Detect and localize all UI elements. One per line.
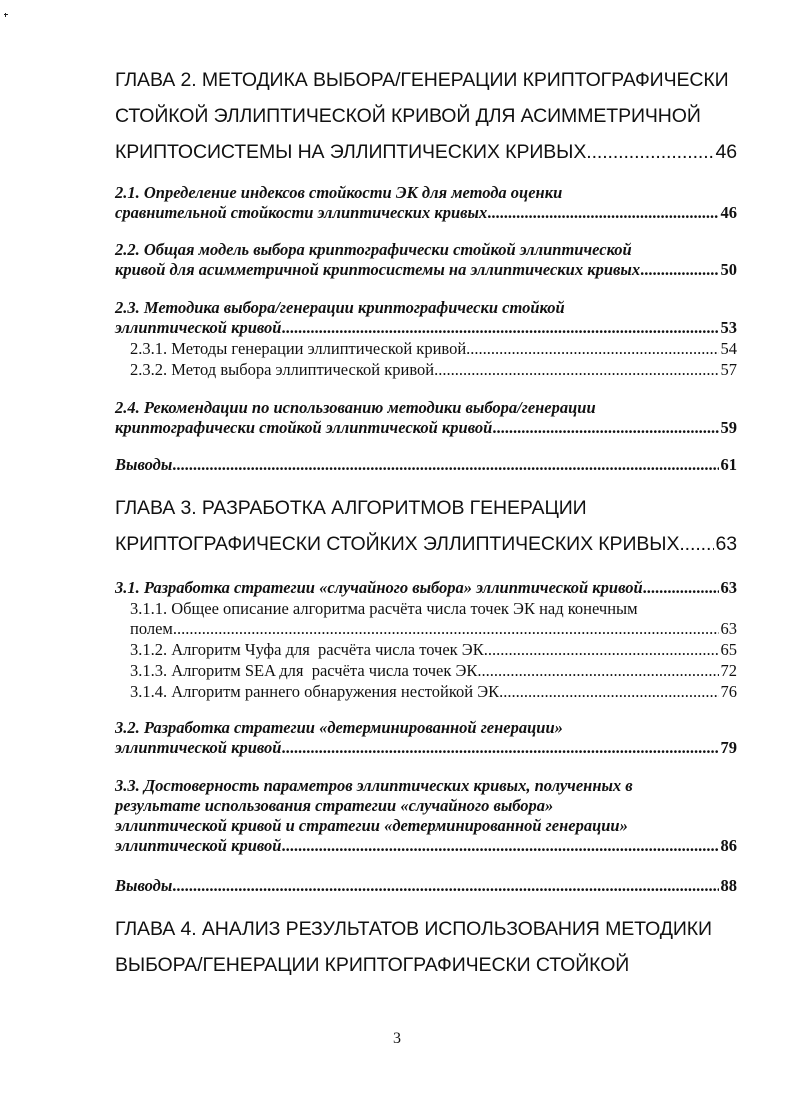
- section-3-2-page: 79: [720, 738, 737, 757]
- dot-leader: [499, 682, 718, 702]
- subsection-3-1-1-text: полем: [130, 619, 173, 638]
- chapter-2-page: 46: [715, 141, 737, 163]
- dot-leader: [679, 526, 713, 562]
- conclusions-2-page: 61: [720, 455, 737, 474]
- toc-subsection-2-3-1: [130, 339, 737, 359]
- subsection-3-1-3-page: 72: [720, 661, 737, 680]
- section-3-3-page: 86: [720, 836, 737, 855]
- toc-section-2-4: [115, 398, 737, 438]
- section-2-4-line-1: 2.4. Рекомендации по использованию методики выбора/генерации: [115, 398, 596, 417]
- toc-section-3-2: [115, 718, 737, 758]
- section-3-1-text: 3.1. Разработка стратегии «случайного выбора» эллиптической кривой: [115, 578, 643, 597]
- section-3-2-line-1: 3.2. Разработка стратегии «детерминированной генерации»: [115, 718, 563, 737]
- section-2-3-line-1: 2.3. Методика выбора/генерации криптографически стойкой: [115, 298, 565, 317]
- section-2-1-line-1: 2.1. Определение индексов стойкости ЭК для метода оценки: [115, 183, 563, 202]
- section-3-3-text: эллиптической кривой: [115, 836, 282, 855]
- subsection-3-1-4-page: 76: [720, 682, 737, 701]
- conclusions-2-line: [115, 455, 737, 475]
- dot-leader: [477, 661, 718, 681]
- chapter-3-title-line-2: [115, 526, 737, 562]
- chapter-2-title-text: КРИПТОСИСТЕМЫ НА ЭЛЛИПТИЧЕСКИХ КРИВЫХ: [115, 141, 587, 163]
- toc-subsection-3-1-2: [130, 640, 737, 660]
- section-2-2-line-1: 2.2. Общая модель выбора криптографически стойкой эллиптической: [115, 240, 632, 259]
- section-2-1-line-2: [115, 203, 737, 223]
- chapter-3-title-text: КРИПТОГРАФИЧЕСКИ СТОЙКИХ ЭЛЛИПТИЧЕСКИХ КРИВЫХ: [115, 533, 680, 555]
- dot-leader: [172, 876, 718, 896]
- section-3-3-line-2: результате использования стратегии «случайного выбора»: [115, 796, 554, 815]
- toc-subsection-3-1-3: [130, 661, 737, 681]
- dot-leader: [487, 203, 718, 223]
- dot-leader: [173, 619, 719, 639]
- toc-section-3-3: [115, 776, 737, 856]
- section-2-4-page: 59: [720, 418, 737, 437]
- section-2-2-page: 50: [720, 260, 737, 279]
- conclusions-3-text: Выводы: [115, 876, 173, 895]
- chapter-4-title-line-2: ВЫБОРА/ГЕНЕРАЦИИ КРИПТОГРАФИЧЕСКИ СТОЙКОЙ: [115, 954, 630, 976]
- subsection-3-1-2-page: 65: [720, 640, 737, 659]
- toc-subsection-2-3-2: [130, 360, 737, 380]
- section-2-3-text: эллиптической кривой: [115, 318, 282, 337]
- section-2-4-text: криптографически стойкой эллиптической кривой: [115, 418, 493, 437]
- toc-section-2-2: [115, 240, 737, 280]
- dot-leader: [492, 418, 718, 438]
- section-2-1-page: 46: [720, 203, 737, 222]
- section-2-3-page: 53: [720, 318, 737, 337]
- toc-chapter-2: [115, 62, 737, 170]
- section-3-3-line-1: 3.3. Достоверность параметров эллиптических кривых, полученных в: [115, 776, 633, 795]
- chapter-2-title-line-3: [115, 134, 737, 170]
- subsection-3-1-3-text: 3.1.3. Алгоритм SEA для расчёта числа точек ЭК: [130, 661, 478, 680]
- toc-subsection-3-1-4: [130, 682, 737, 702]
- dot-leader: [484, 640, 719, 660]
- subsection-3-1-1-page: 63: [720, 619, 737, 638]
- subsection-2-3-2-text: 2.3.2. Метод выбора эллиптической кривой: [130, 360, 435, 379]
- subsection-3-1-1-line-2: [130, 619, 737, 639]
- dot-leader: [281, 318, 718, 338]
- section-2-2-line-2: [115, 260, 737, 280]
- section-2-4-line-2: [115, 418, 737, 438]
- subsection-3-1-4-line: [130, 682, 737, 702]
- chapter-3-page: 63: [715, 533, 737, 555]
- subsection-2-3-1-page: 54: [720, 339, 737, 358]
- dot-leader: [640, 260, 718, 280]
- subsection-3-1-3-line: [130, 661, 737, 681]
- section-2-3-line-2: [115, 318, 737, 338]
- toc-section-3-1: [115, 578, 737, 598]
- chapter-2-title-line-1: ГЛАВА 2. МЕТОДИКА ВЫБОРА/ГЕНЕРАЦИИ КРИПТОГРАФИЧЕСКИ: [115, 69, 729, 91]
- chapter-4-title-line-1: ГЛАВА 4. АНАЛИЗ РЕЗУЛЬТАТОВ ИСПОЛЬЗОВАНИЯ МЕТОДИКИ: [115, 918, 712, 940]
- dot-leader: [434, 360, 718, 380]
- chapter-2-title-line-2: СТОЙКОЙ ЭЛЛИПТИЧЕСКОЙ КРИВОЙ ДЛЯ АСИММЕТРИЧНОЙ: [115, 105, 701, 127]
- toc-subsection-3-1-1: [130, 599, 737, 639]
- section-3-1-line: [115, 578, 737, 598]
- toc-conclusions-2: [115, 455, 737, 475]
- dot-leader: [586, 134, 713, 170]
- subsection-3-1-2-text: 3.1.2. Алгоритм Чуфа для расчёта числа точек ЭК: [130, 640, 484, 659]
- section-3-3-line-3: эллиптической кривой и стратегии «детерминированной генерации»: [115, 816, 628, 835]
- page-number: 3: [393, 1030, 401, 1047]
- toc-section-2-3: [115, 298, 737, 338]
- subsection-2-3-1-text: 2.3.1. Методы генерации эллиптической кривой: [130, 339, 467, 358]
- subsection-2-3-2-line: [130, 360, 737, 380]
- conclusions-2-text: Выводы: [115, 455, 173, 474]
- scan-mark: [4, 4, 8, 8]
- section-3-2-text: эллиптической кривой: [115, 738, 282, 757]
- dot-leader: [281, 738, 718, 758]
- dot-leader: [172, 455, 718, 475]
- dot-leader: [643, 578, 719, 598]
- section-2-2-text: кривой для асимметричной криптосистемы на эллиптических кривых: [115, 260, 641, 279]
- conclusions-3-line: [115, 876, 737, 896]
- section-3-2-line-2: [115, 738, 737, 758]
- subsection-3-1-1-line-1: 3.1.1. Общее описание алгоритма расчёта числа точек ЭК над конечным: [130, 599, 638, 618]
- conclusions-3-page: 88: [720, 876, 737, 895]
- section-3-1-page: 63: [720, 578, 737, 597]
- toc-chapter-4: [115, 911, 737, 983]
- subsection-2-3-2-page: 57: [720, 360, 737, 379]
- toc-chapter-3: [115, 490, 737, 562]
- toc-conclusions-3: [115, 876, 737, 896]
- subsection-2-3-1-line: [130, 339, 737, 359]
- dot-leader: [466, 339, 718, 359]
- subsection-3-1-2-line: [130, 640, 737, 660]
- section-2-1-text: сравнительной стойкости эллиптических кривых: [115, 203, 488, 222]
- dot-leader: [281, 836, 718, 856]
- chapter-3-title-line-1: ГЛАВА 3. РАЗРАБОТКА АЛГОРИТМОВ ГЕНЕРАЦИИ: [115, 497, 587, 519]
- subsection-3-1-4-text: 3.1.4. Алгоритм раннего обнаружения нестойкой ЭК: [130, 682, 500, 701]
- section-3-3-line-4: [115, 836, 737, 856]
- toc-section-2-1: [115, 183, 737, 223]
